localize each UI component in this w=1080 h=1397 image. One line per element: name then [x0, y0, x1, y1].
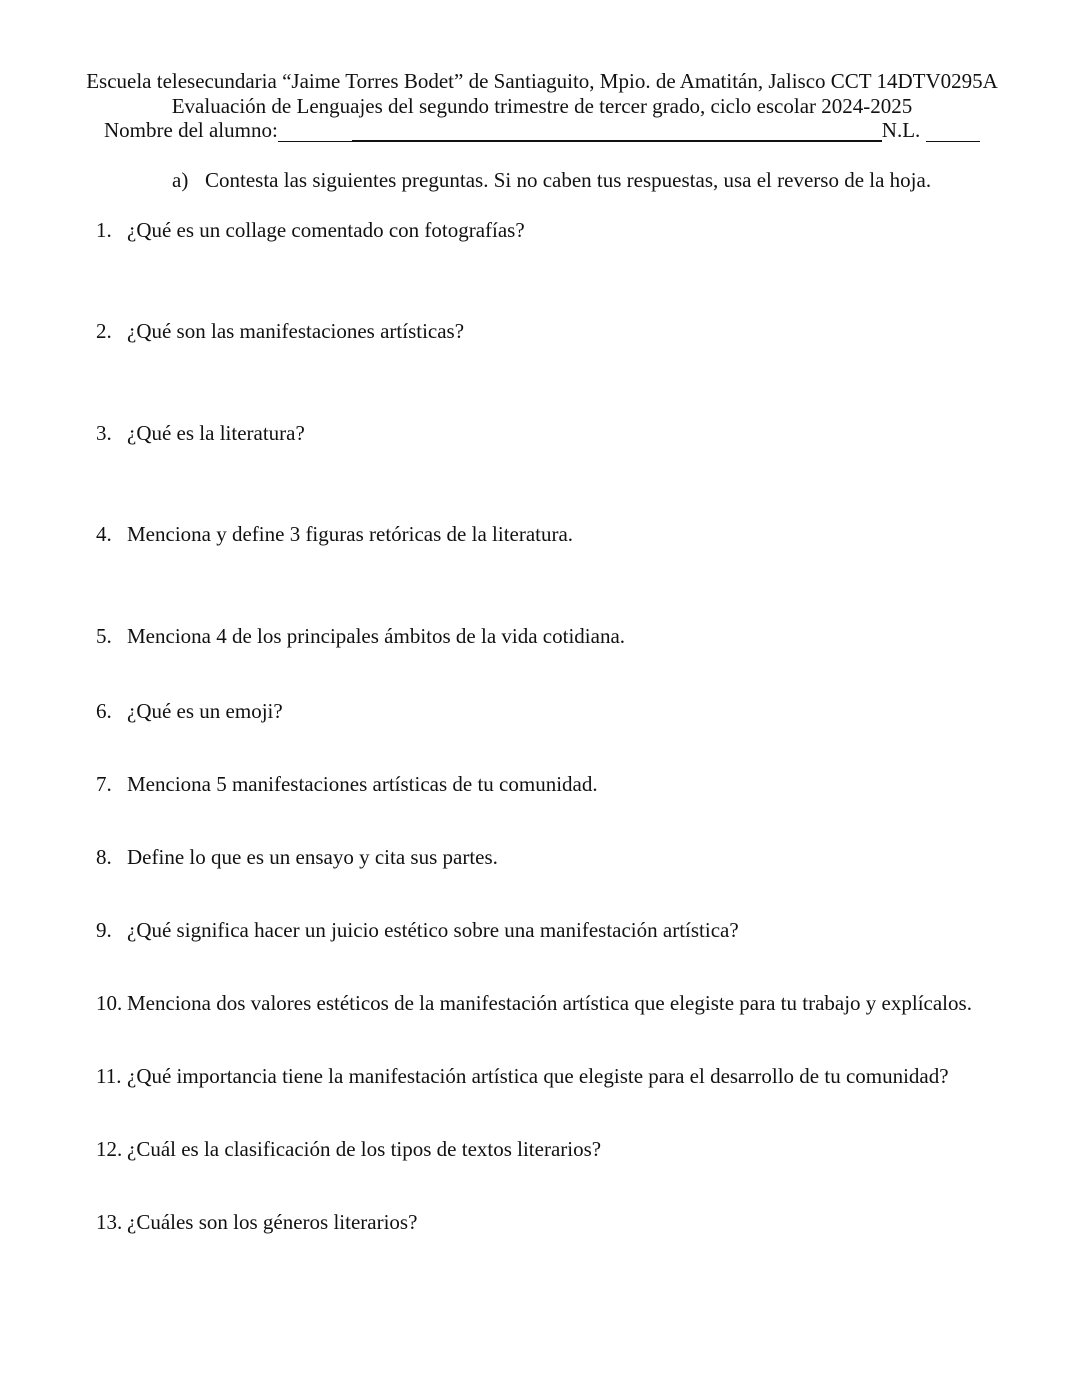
- question-text: ¿Qué importancia tiene la manifestación artística que elegiste para el desarrollo de tu comunidad?: [127, 1064, 949, 1088]
- question-item: [96, 845, 498, 869]
- question-number: 1.: [96, 218, 112, 242]
- name-blank[interactable]: [352, 121, 882, 142]
- question-text: Menciona dos valores estéticos de la manifestación artística que elegiste para tu trabajo y explícalos.: [127, 991, 972, 1015]
- exam-title: Evaluación de Lenguajes del segundo trimestre de tercer grado, ciclo escolar 2024-2025: [171, 94, 913, 118]
- question-number: 11.: [96, 1064, 122, 1088]
- question-text: ¿Qué son las manifestaciones artísticas?: [127, 319, 465, 343]
- question-item: [96, 624, 625, 648]
- question-text: Menciona y define 3 figuras retóricas de la literatura.: [127, 522, 574, 546]
- question-text: Menciona 5 manifestaciones artísticas de tu comunidad.: [127, 772, 598, 796]
- question-number: 12.: [96, 1137, 123, 1161]
- name-blank-thin[interactable]: [278, 122, 352, 142]
- question-item: [96, 991, 972, 1015]
- question-number: 2.: [96, 319, 112, 343]
- question-text: ¿Cuáles son los géneros literarios?: [127, 1210, 418, 1234]
- question-number: 13.: [96, 1210, 123, 1234]
- nl-label: N.L.: [881, 118, 921, 142]
- question-text: Menciona 4 de los principales ámbitos de la vida cotidiana.: [127, 624, 626, 648]
- question-item: [96, 918, 739, 942]
- question-number: 9.: [96, 918, 112, 942]
- question-item: [96, 421, 305, 445]
- school-header: Escuela telesecundaria “Jaime Torres Bodet” de Santiaguito, Mpio. de Amatitán, Jalisco CCT 14DTV0295A: [86, 69, 998, 93]
- question-text: ¿Qué es un emoji?: [127, 699, 283, 723]
- question-text: ¿Qué es la literatura?: [127, 421, 305, 445]
- question-item: [96, 1064, 949, 1088]
- instruction-marker: a): [172, 168, 189, 192]
- question-item: [96, 522, 573, 546]
- question-number: 10.: [96, 991, 123, 1015]
- question-text: ¿Qué es un collage comentado con fotografías?: [127, 218, 525, 242]
- question-number: 5.: [96, 624, 112, 648]
- question-item: [96, 1137, 601, 1161]
- question-text: ¿Cuál es la clasificación de los tipos de textos literarios?: [127, 1137, 602, 1161]
- question-number: 3.: [96, 421, 112, 445]
- question-text: Define lo que es un ensayo y cita sus partes.: [127, 845, 498, 869]
- question-text: ¿Qué significa hacer un juicio estético sobre una manifestación artística?: [127, 918, 739, 942]
- question-item: [96, 218, 525, 242]
- question-number: 8.: [96, 845, 112, 869]
- instruction-text: Contesta las siguientes preguntas. Si no caben tus respuestas, usa el reverso de la hoja.: [205, 168, 932, 192]
- student-name-row: [104, 118, 980, 142]
- question-item: [96, 772, 598, 796]
- instruction: [172, 168, 931, 192]
- question-item: [96, 319, 464, 343]
- nl-blank[interactable]: [926, 122, 980, 142]
- name-label: Nombre del alumno:: [104, 118, 278, 142]
- question-number: 4.: [96, 522, 112, 546]
- question-item: [96, 699, 283, 723]
- question-number: 7.: [96, 772, 112, 796]
- question-number: 6.: [96, 699, 112, 723]
- question-item: [96, 1210, 417, 1234]
